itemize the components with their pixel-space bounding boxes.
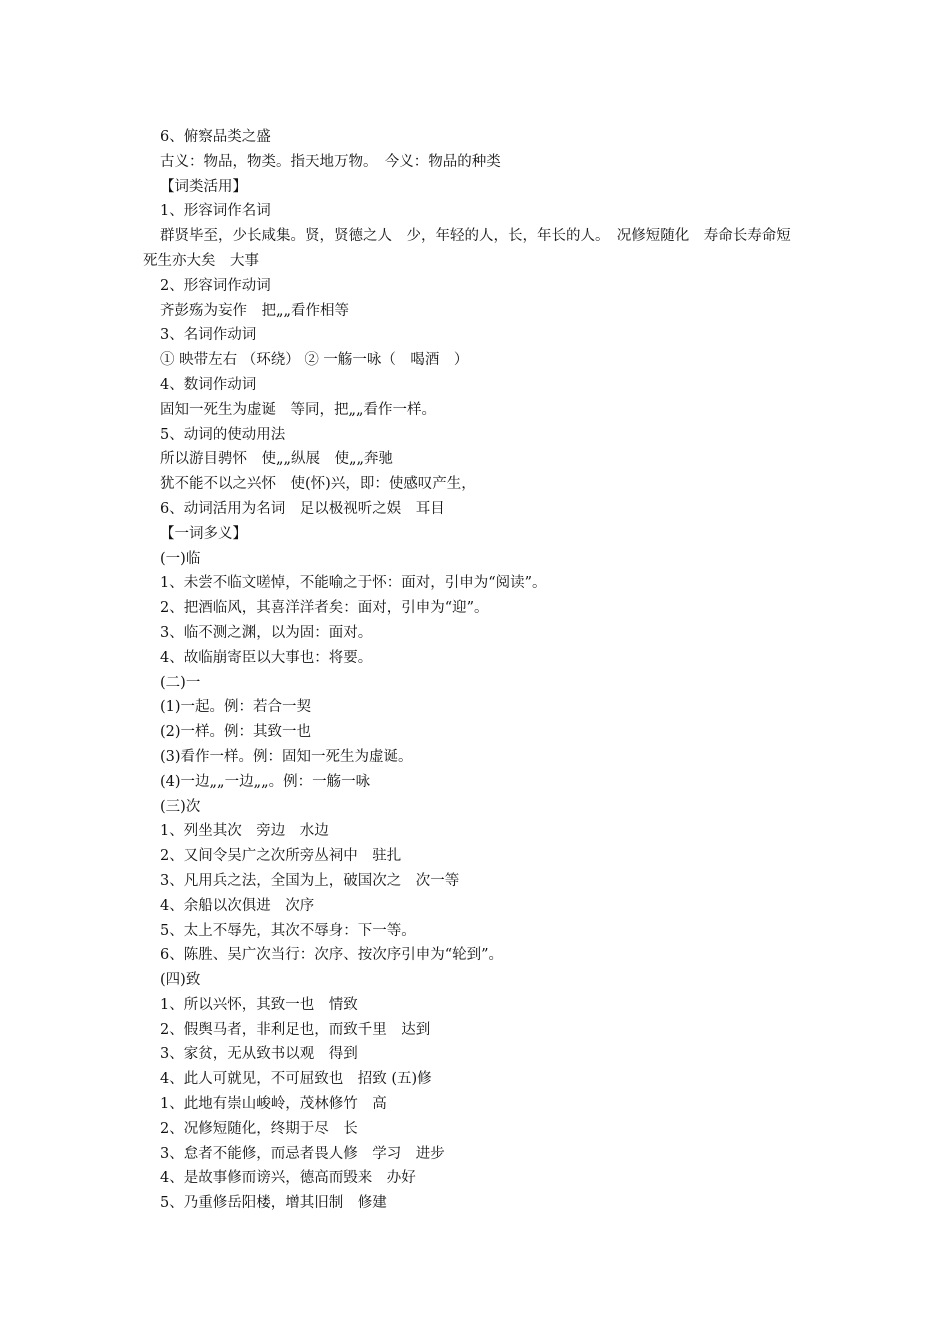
text-line: 2、假舆马者，非利足也，而致千里 达到 — [160, 1021, 431, 1038]
text-line: 3、凡用兵之法，全国为上，破国次之 次一等 — [160, 872, 460, 889]
text-line: 3、家贫，无从致书以观 得到 — [160, 1046, 358, 1063]
subsection-heading: (一)临 — [160, 550, 201, 567]
text-line: 2、把酒临风，其喜洋洋者矣：面对，引申为“迎”。 — [160, 600, 489, 617]
item-heading: 3、名词作动词 — [160, 327, 257, 344]
text-line: (4)一边„„一边„„。例：一觞一咏 — [160, 773, 371, 790]
text-line: 4、故临崩寄臣以大事也：将要。 — [160, 649, 373, 666]
subsection-heading: (三)次 — [160, 798, 201, 815]
text-line: 5、太上不辱先，其次不辱身：下一等。 — [160, 922, 416, 939]
item-heading: 5、动词的使动用法 — [160, 426, 286, 443]
text-line: 1、所以兴怀，其致一也 情致 — [160, 996, 358, 1013]
text-line: (2)一样。例：其致一也 — [160, 724, 312, 741]
text-line: 齐彭殇为妄作 把„„看作相等 — [160, 302, 350, 319]
section-heading: 【一词多义】 — [160, 525, 247, 542]
text-line: 6、陈胜、吴广次当行：次序、按次序引申为“轮到”。 — [160, 947, 504, 964]
text-line: 1、列坐其次 旁边 水边 — [160, 823, 329, 840]
text-line: 4、此人可就见，不可屈致也 招致 (五)修 — [160, 1071, 432, 1088]
text-line: 犹不能不以之兴怀 使(怀)兴，即：使感叹产生， — [160, 476, 476, 493]
text-line: 3、临不测之渊，以为固：面对。 — [160, 624, 373, 641]
item-heading: 6、动词活用为名词 足以极视听之娱 耳目 — [160, 500, 445, 517]
section-heading: 【词类活用】 — [160, 178, 247, 195]
subsection-heading: (二)一 — [160, 674, 201, 691]
item-heading: 2、形容词作动词 — [160, 277, 271, 294]
text-line: 古义：物品，物类。指天地万物。 今义：物品的种类 — [160, 153, 501, 170]
text-line: 2、又间令吴广之次所旁丛祠中 驻扎 — [160, 848, 402, 865]
text-line: 4、是故事修而谤兴，德高而毁来 办好 — [160, 1170, 416, 1187]
item-heading: 6、俯察品类之盛 — [160, 129, 271, 145]
text-paragraph: 群贤毕至，少长咸集。贤，贤德之人 少，年轻的人，长，年长的人。 况修短随化 寿命长寿命短 死生亦大矣 大事 — [143, 228, 806, 269]
text-line: 所以游目骋怀 使„„纵展 使„„奔驰 — [160, 451, 394, 468]
text-line: 1、未尝不临文嗟悼，不能喻之于怀：面对，引申为“阅读”。 — [160, 575, 547, 592]
item-heading: 1、形容词作名词 — [160, 203, 271, 220]
text-line: 1、此地有崇山峻岭，茂林修竹 高 — [160, 1096, 387, 1113]
text-line: ① 映带左右 （环绕） ② 一觞一咏（ 喝酒 ） — [160, 352, 469, 369]
text-line: 固知一死生为虚诞 等同，把„„看作一样。 — [160, 401, 437, 418]
text-line: 5、乃重修岳阳楼，增其旧制 修建 — [160, 1195, 387, 1212]
text-line: 4、余船以次俱进 次序 — [160, 897, 315, 914]
document-body — [143, 125, 806, 1216]
text-line: (3)看作一样。例：固知一死生为虚诞。 — [160, 748, 413, 765]
text-line: (1)一起。例：若合一契 — [160, 699, 312, 716]
text-line: 3、怠者不能修，而忌者畏人修 学习 进步 — [160, 1145, 445, 1162]
subsection-heading: (四)致 — [160, 972, 201, 989]
item-heading: 4、数词作动词 — [160, 376, 257, 393]
text-line: 2、况修短随化，终期于尽 长 — [160, 1120, 358, 1137]
